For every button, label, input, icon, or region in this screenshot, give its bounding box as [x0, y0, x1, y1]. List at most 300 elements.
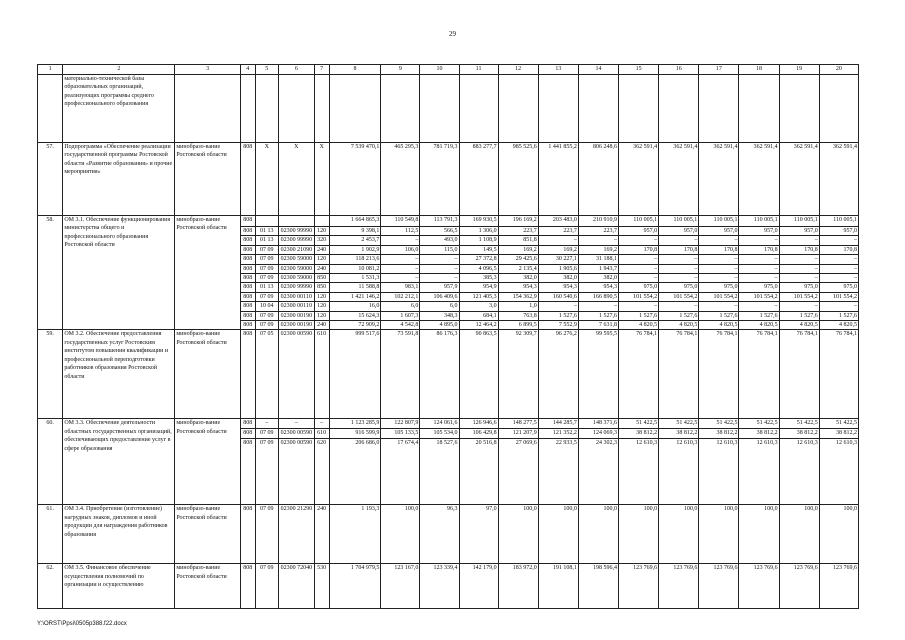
budget-code-cell: 07 09: [255, 292, 278, 301]
amount-cell: 12 610,3: [659, 439, 699, 505]
amount-cell: 51 422,5: [699, 419, 739, 429]
amount-cell: 999 517,6: [329, 330, 381, 419]
amount-cell: 1 664 865,3: [329, 216, 381, 227]
amount-cell: 123 769,6: [619, 564, 659, 609]
amount-cell: 110 005,1: [739, 216, 779, 227]
amount-cell: 22 933,5: [538, 439, 578, 505]
budget-code-cell: [314, 216, 329, 227]
amount-cell: 1 905,6: [538, 264, 578, 273]
amount-cell: 1 527,6: [819, 311, 858, 320]
amount-cell: 1 527,6: [739, 311, 779, 320]
budget-code-cell: 808: [240, 216, 255, 227]
budget-code-cell: 02300 00190: [278, 321, 314, 330]
amount-cell: 29 425,6: [498, 255, 538, 264]
amount-cell: 101 554,2: [619, 292, 659, 301]
amount-cell: 12 610,3: [779, 439, 819, 505]
budget-code-cell: 02300 00110: [278, 302, 314, 311]
amount-cell: 110 005,1: [659, 216, 699, 227]
budget-code-cell: 02300 00590: [278, 439, 314, 505]
amount-cell: 957,0: [739, 227, 779, 236]
amount-cell: 121 207,9: [498, 429, 538, 439]
amount-cell: 110 549,8: [381, 216, 420, 227]
empty-cell: [255, 75, 278, 143]
amount-cell: 684,1: [459, 311, 498, 320]
amount-cell: –: [699, 255, 739, 264]
amount-cell: –: [739, 302, 779, 311]
budget-code-cell: 808: [240, 439, 255, 505]
column-number-cell: 18: [739, 65, 779, 75]
amount-cell: 73 591,8: [381, 330, 420, 419]
amount-cell: 51 422,5: [739, 419, 779, 429]
amount-cell: 118 213,6: [329, 255, 381, 264]
amount-cell: 123 769,6: [659, 564, 699, 609]
amount-cell: 1 306,0: [459, 227, 498, 236]
budget-code-cell: 02300 21090: [278, 245, 314, 254]
amount-cell: 763,8: [498, 311, 538, 320]
amount-cell: 362 591,4: [779, 143, 819, 216]
amount-cell: 51 422,5: [779, 419, 819, 429]
executor-cell: минобразо-вание Ростовской области: [175, 505, 241, 564]
amount-cell: 566,5: [420, 227, 459, 236]
amount-cell: 96 276,2: [538, 330, 578, 419]
row-number-cell: 57.: [38, 143, 63, 216]
continuation-row: [38, 75, 859, 143]
amount-cell: 72 909,2: [329, 321, 381, 330]
amount-cell: –: [420, 255, 459, 264]
budget-code-cell: 07 09: [255, 264, 278, 273]
amount-cell: 124 069,3: [578, 429, 618, 439]
amount-cell: 1 943,7: [578, 264, 618, 273]
amount-cell: 76 784,1: [779, 330, 819, 419]
amount-cell: 1,0: [498, 302, 538, 311]
amount-cell: 110 005,1: [619, 216, 659, 227]
amount-cell: –: [381, 236, 420, 245]
amount-cell: –: [779, 274, 819, 283]
amount-cell: 954,9: [459, 283, 498, 292]
amount-cell: –: [699, 302, 739, 311]
empty-cell: [578, 75, 618, 143]
amount-cell: 1 527,6: [578, 311, 618, 320]
amount-cell: 123 339,4: [420, 564, 459, 609]
amount-cell: 10 081,2: [329, 264, 381, 273]
amount-cell: 806 248,6: [578, 143, 618, 216]
table-row: [38, 330, 859, 419]
amount-cell: 122 807,9: [381, 419, 420, 429]
budget-code-cell: 808: [240, 255, 255, 264]
column-number-cell: 11: [459, 65, 498, 75]
amount-cell: 169,2: [578, 245, 618, 254]
budget-code-cell: 07 09: [255, 429, 278, 439]
amount-cell: 4 820,5: [659, 321, 699, 330]
column-number-cell: 1: [38, 65, 63, 75]
amount-cell: –: [819, 255, 858, 264]
budget-code-cell: 07 09: [255, 505, 278, 564]
empty-cell: [739, 75, 779, 143]
amount-cell: 121 352,2: [538, 429, 578, 439]
amount-cell: 27 372,8: [459, 255, 498, 264]
amount-cell: 1 527,6: [619, 311, 659, 320]
amount-cell: 17 674,4: [381, 439, 420, 505]
column-number-cell: 14: [578, 65, 618, 75]
amount-cell: 183 972,0: [498, 564, 538, 609]
column-number-cell: 15: [619, 65, 659, 75]
amount-cell: –: [659, 302, 699, 311]
amount-cell: 1 704 979,5: [329, 564, 381, 609]
executor-cell: минобразо-вание Ростовской области: [175, 330, 241, 419]
budget-code-cell: 808: [240, 321, 255, 330]
column-number-cell: 19: [779, 65, 819, 75]
amount-cell: 86 176,3: [420, 330, 459, 419]
amount-cell: 169 930,5: [459, 216, 498, 227]
amount-cell: 2 135,4: [498, 264, 538, 273]
amount-cell: 160 540,6: [538, 292, 578, 301]
amount-cell: 101 554,2: [819, 292, 858, 301]
amount-cell: 76 784,1: [619, 330, 659, 419]
amount-cell: 957,0: [819, 227, 858, 236]
amount-cell: 100,0: [619, 505, 659, 564]
amount-cell: –: [578, 302, 618, 311]
amount-cell: 1 421 146,2: [329, 292, 381, 301]
amount-cell: 851,8: [498, 236, 538, 245]
amount-cell: 385,3: [459, 274, 498, 283]
amount-cell: 170,8: [659, 245, 699, 254]
amount-cell: 983,1: [381, 283, 420, 292]
amount-cell: 30 227,1: [538, 255, 578, 264]
amount-cell: 465 295,3: [381, 143, 420, 216]
budget-code-cell: [278, 216, 314, 227]
budget-code-cell: 07 09: [255, 245, 278, 254]
amount-cell: 92 309,7: [498, 330, 538, 419]
amount-cell: 100,0: [381, 505, 420, 564]
empty-cell: [459, 75, 498, 143]
amount-cell: 1 527,6: [538, 311, 578, 320]
amount-cell: 97,0: [459, 505, 498, 564]
amount-cell: 38 812,2: [819, 429, 858, 439]
empty-cell: [314, 75, 329, 143]
executor-cell: минобразо-вание Ростовской области: [175, 419, 241, 505]
amount-cell: –: [659, 274, 699, 283]
amount-cell: 24 302,3: [578, 439, 618, 505]
budget-code-cell: 02300 99990: [278, 283, 314, 292]
amount-cell: 113 791,3: [420, 216, 459, 227]
table-row: [38, 419, 859, 429]
row-description-cell: ОМ 3.3. Обеспечение деятельности областных государственных организаций, обеспечивающих предоставление услуг в сфере образования: [63, 419, 175, 505]
budget-code-cell: 240: [314, 505, 329, 564]
budget-code-cell: 530: [314, 564, 329, 609]
budget-code-cell: 01 13: [255, 283, 278, 292]
amount-cell: 493,0: [420, 236, 459, 245]
budget-code-cell: 02300 21290: [278, 505, 314, 564]
empty-cell: [538, 75, 578, 143]
amount-cell: –: [381, 264, 420, 273]
amount-cell: 106 409,6: [420, 292, 459, 301]
budget-code-cell: 808: [240, 227, 255, 236]
empty-cell: [329, 75, 381, 143]
budget-code-cell: 808: [240, 429, 255, 439]
amount-cell: 985 525,6: [498, 143, 538, 216]
amount-cell: 1 193,3: [329, 505, 381, 564]
amount-cell: 223,7: [538, 227, 578, 236]
amount-cell: 957,9: [420, 283, 459, 292]
budget-code-cell: –: [278, 419, 314, 429]
column-number-cell: 13: [538, 65, 578, 75]
amount-cell: 154 362,9: [498, 292, 538, 301]
amount-cell: 196 169,2: [498, 216, 538, 227]
budget-code-cell: 07 09: [255, 311, 278, 320]
amount-cell: 1 441 855,2: [538, 143, 578, 216]
amount-cell: –: [619, 302, 659, 311]
column-number-cell: 4: [240, 65, 255, 75]
amount-cell: –: [381, 274, 420, 283]
amount-cell: 100,0: [699, 505, 739, 564]
amount-cell: –: [739, 236, 779, 245]
amount-cell: 2 453,7: [329, 236, 381, 245]
row-description-cell: ОМ 3.1. Обеспечение функционирования министерства общего и профессионального образования Ростовской области: [63, 216, 175, 330]
amount-cell: 100,0: [779, 505, 819, 564]
amount-cell: 975,0: [819, 283, 858, 292]
amount-cell: 99 595,5: [578, 330, 618, 419]
amount-cell: 100,0: [538, 505, 578, 564]
table-row: [38, 564, 859, 609]
executor-cell: минобразо-вание Ростовской области: [175, 216, 241, 330]
amount-cell: 4 820,5: [699, 321, 739, 330]
budget-code-cell: –: [255, 419, 278, 429]
budget-code-cell: 320: [314, 236, 329, 245]
amount-cell: 957,0: [779, 227, 819, 236]
budget-code-cell: 808: [240, 283, 255, 292]
amount-cell: 362 591,4: [619, 143, 659, 216]
amount-cell: 121 405,3: [459, 292, 498, 301]
amount-cell: –: [619, 264, 659, 273]
amount-cell: –: [699, 236, 739, 245]
amount-cell: –: [739, 255, 779, 264]
budget-code-cell: 240: [314, 264, 329, 273]
amount-cell: –: [659, 255, 699, 264]
amount-cell: 203 483,0: [538, 216, 578, 227]
column-number-cell: 2: [63, 65, 175, 75]
column-number-cell: 6: [278, 65, 314, 75]
amount-cell: 102 212,1: [381, 292, 420, 301]
amount-cell: 166 890,5: [578, 292, 618, 301]
row-number-cell: 58.: [38, 216, 63, 330]
amount-cell: –: [819, 302, 858, 311]
budget-code-cell: 808: [240, 311, 255, 320]
amount-cell: 781 719,3: [420, 143, 459, 216]
amount-cell: 12 610,3: [739, 439, 779, 505]
file-path-footer: Y:\ORST\Ppsi\0505p388.f22.docx: [37, 621, 127, 627]
amount-cell: 1 607,3: [381, 311, 420, 320]
amount-cell: 27 069,6: [498, 439, 538, 505]
budget-code-cell: 610: [314, 330, 329, 419]
amount-cell: 142 179,0: [459, 564, 498, 609]
amount-cell: 112,5: [381, 227, 420, 236]
budget-code-cell: 808: [240, 330, 255, 419]
table-row: [38, 505, 859, 564]
amount-cell: 883 277,7: [459, 143, 498, 216]
amount-cell: 100,0: [498, 505, 538, 564]
budget-code-cell: 02300 99990: [278, 227, 314, 236]
row-description-cell: ОМ 3.5. Финансовое обеспечение осуществления полномочий по организации и осуществлению: [63, 564, 175, 609]
amount-cell: 123 769,6: [819, 564, 858, 609]
amount-cell: 12 610,3: [819, 439, 858, 505]
amount-cell: 954,3: [538, 283, 578, 292]
budget-code-cell: 07 09: [255, 255, 278, 264]
budget-code-cell: 808: [240, 236, 255, 245]
amount-cell: 96,3: [420, 505, 459, 564]
table-row: [38, 216, 859, 227]
empty-cell: [498, 75, 538, 143]
amount-cell: 31 188,1: [578, 255, 618, 264]
budget-code-cell: 240: [314, 321, 329, 330]
amount-cell: 76 784,1: [659, 330, 699, 419]
empty-cell: [619, 75, 659, 143]
amount-cell: 1 108,9: [459, 236, 498, 245]
empty-cell: [659, 75, 699, 143]
amount-cell: 170,8: [699, 245, 739, 254]
empty-cell: [819, 75, 858, 143]
executor-cell: минобразо-вание Ростовской области: [175, 143, 241, 216]
amount-cell: 170,8: [819, 245, 858, 254]
amount-cell: 12 610,3: [619, 439, 659, 505]
column-number-cell: 16: [659, 65, 699, 75]
amount-cell: –: [779, 236, 819, 245]
amount-cell: 100,0: [659, 505, 699, 564]
amount-cell: 4 820,5: [619, 321, 659, 330]
amount-cell: 1 123 285,9: [329, 419, 381, 429]
budget-code-cell: 808: [240, 419, 255, 429]
amount-cell: 105 534,0: [420, 429, 459, 439]
amount-cell: –: [819, 236, 858, 245]
amount-cell: 38 812,2: [619, 429, 659, 439]
budget-code-cell: 02300 00110: [278, 292, 314, 301]
amount-cell: 382,0: [578, 274, 618, 283]
amount-cell: 170,8: [739, 245, 779, 254]
amount-cell: 144 285,7: [538, 419, 578, 429]
column-number-cell: 8: [329, 65, 381, 75]
amount-cell: 6,0: [420, 302, 459, 311]
amount-cell: 123 769,6: [779, 564, 819, 609]
amount-cell: 206 686,0: [329, 439, 381, 505]
amount-cell: –: [739, 264, 779, 273]
amount-cell: 223,7: [578, 227, 618, 236]
amount-cell: 15 624,3: [329, 311, 381, 320]
column-number-cell: 5: [255, 65, 278, 75]
amount-cell: –: [619, 274, 659, 283]
amount-cell: –: [779, 302, 819, 311]
amount-cell: 11 588,8: [329, 283, 381, 292]
amount-cell: –: [619, 255, 659, 264]
budget-code-cell: 120: [314, 302, 329, 311]
row-description-cell: Подпрограмма «Обеспечение реализации государственной программы Ростовской области «Развитие образования» и прочие мероприятия»: [63, 143, 175, 216]
amount-cell: 3,0: [459, 302, 498, 311]
budget-code-cell: 808: [240, 505, 255, 564]
amount-cell: –: [699, 264, 739, 273]
amount-cell: 9 398,1: [329, 227, 381, 236]
budget-code-cell: 240: [314, 245, 329, 254]
budget-code-cell: 808: [240, 143, 255, 216]
amount-cell: 149,5: [459, 245, 498, 254]
amount-cell: 123 769,6: [699, 564, 739, 609]
row-number-cell: 61.: [38, 505, 63, 564]
empty-cell: [175, 75, 241, 143]
amount-cell: 76 784,1: [699, 330, 739, 419]
amount-cell: –: [381, 255, 420, 264]
budget-code-cell: 120: [314, 292, 329, 301]
amount-cell: 16,0: [329, 302, 381, 311]
header-row: [38, 65, 859, 75]
amount-cell: 169,2: [498, 245, 538, 254]
budget-code-cell: 07 09: [255, 564, 278, 609]
amount-cell: 362 591,4: [659, 143, 699, 216]
budget-code-cell: 07 09: [255, 321, 278, 330]
amount-cell: –: [819, 274, 858, 283]
budget-code-cell: 07 05: [255, 330, 278, 419]
amount-cell: 100,0: [578, 505, 618, 564]
amount-cell: 101 554,2: [699, 292, 739, 301]
column-number-cell: 9: [381, 65, 420, 75]
amount-cell: 7 631,8: [578, 321, 618, 330]
amount-cell: 1 527,6: [699, 311, 739, 320]
amount-cell: 51 422,5: [819, 419, 858, 429]
column-number-cell: 7: [314, 65, 329, 75]
budget-code-cell: 02300 72040: [278, 564, 314, 609]
amount-cell: 1 531,3: [329, 274, 381, 283]
amount-cell: 38 812,2: [739, 429, 779, 439]
amount-cell: 916 599,9: [329, 429, 381, 439]
budget-code-cell: 808: [240, 564, 255, 609]
amount-cell: –: [779, 255, 819, 264]
amount-cell: 110 005,1: [779, 216, 819, 227]
amount-cell: –: [578, 236, 618, 245]
amount-cell: 382,0: [538, 274, 578, 283]
amount-cell: 954,3: [578, 283, 618, 292]
amount-cell: 223,7: [498, 227, 538, 236]
page-number: 29: [449, 30, 456, 38]
budget-code-cell: –: [314, 419, 329, 429]
budget-code-cell: 02300 59000: [278, 274, 314, 283]
amount-cell: 954,3: [498, 283, 538, 292]
amount-cell: 6,0: [381, 302, 420, 311]
amount-cell: 4 820,5: [819, 321, 858, 330]
budget-code-cell: 120: [314, 227, 329, 236]
amount-cell: 957,0: [659, 227, 699, 236]
budget-code-cell: 02300 99990: [278, 236, 314, 245]
amount-cell: 76 784,1: [739, 330, 779, 419]
row-description-cell: ОМ 3.2. Обеспечение предоставления государственных услуг Ростовским институтом повышения квалификации и профессиональной переподготовки работников образования Ростовской области: [63, 330, 175, 419]
amount-cell: 4 542,8: [381, 321, 420, 330]
budget-table: [37, 64, 859, 609]
amount-cell: 4 895,0: [420, 321, 459, 330]
amount-cell: 7 539 470,1: [329, 143, 381, 216]
amount-cell: –: [420, 264, 459, 273]
row-description-cell: ОМ 3.4. Приобретение (изготовление) нагрудных знаков, дипломов и иной продукции для награждения работников образования: [63, 505, 175, 564]
amount-cell: 51 422,5: [659, 419, 699, 429]
amount-cell: 1 902,9: [329, 245, 381, 254]
table-row: [38, 143, 859, 216]
budget-code-cell: 120: [314, 311, 329, 320]
amount-cell: 198 596,4: [578, 564, 618, 609]
amount-cell: 101 554,2: [779, 292, 819, 301]
budget-code-cell: 808: [240, 302, 255, 311]
amount-cell: –: [739, 274, 779, 283]
budget-code-cell: 07 09: [255, 439, 278, 505]
amount-cell: 170,8: [619, 245, 659, 254]
amount-cell: 210 910,9: [578, 216, 618, 227]
empty-cell: [779, 75, 819, 143]
amount-cell: 18 527,6: [420, 439, 459, 505]
amount-cell: 4 820,5: [739, 321, 779, 330]
amount-cell: –: [420, 274, 459, 283]
